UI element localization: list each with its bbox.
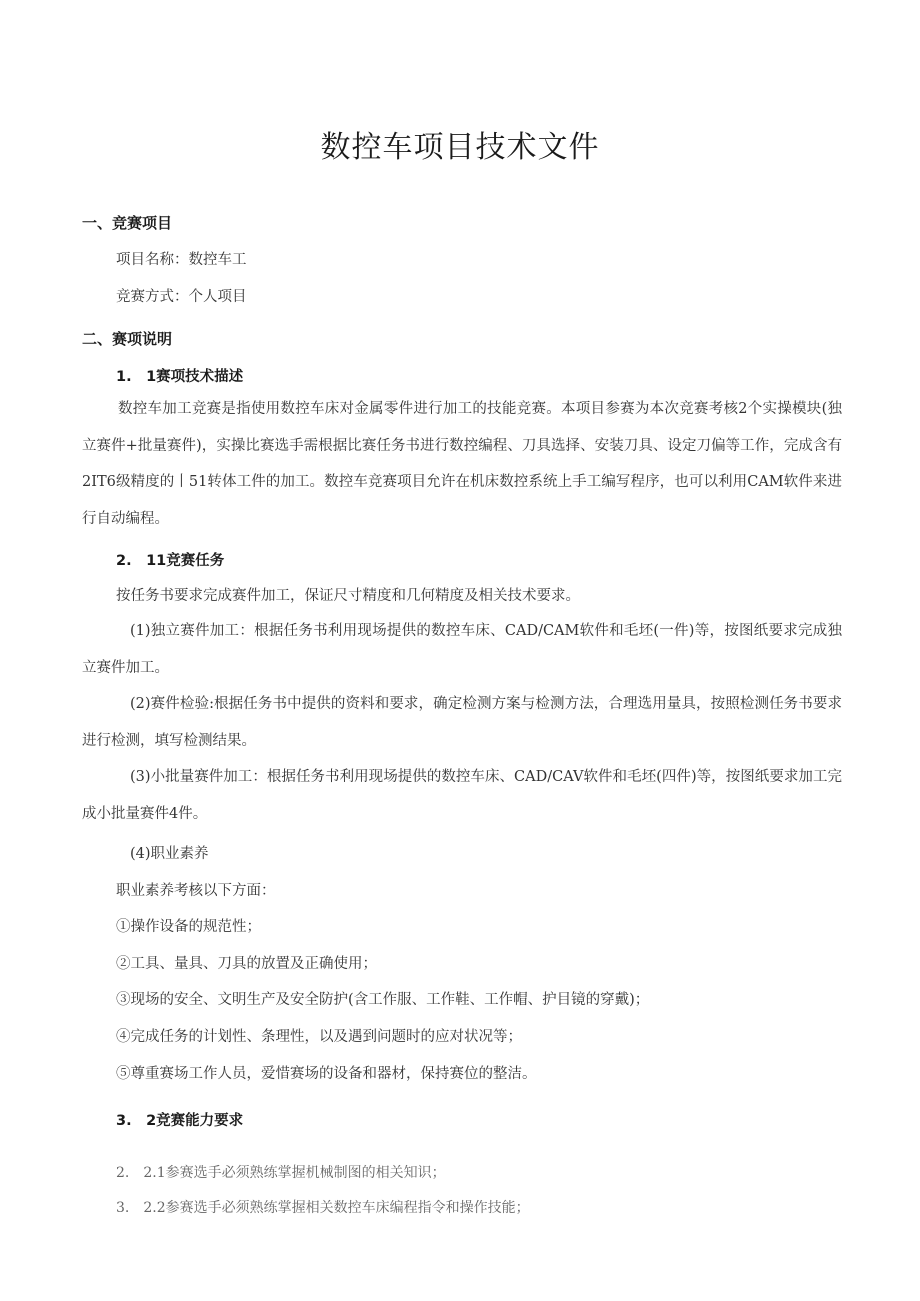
task-item-1: (1)独立赛件加工：根据任务书利用现场提供的数控车床、CAD/CAM软件和毛坯(一件)等，按图纸要求完成独立赛件加工。 [82,623,842,676]
list-item: ④完成任务的计划性、条理性，以及遇到问题时的应对状况等； [116,1029,522,1045]
document-title: 数控车项目技术文件 [320,130,600,165]
list-item: 3. 2.2参赛选手必须熟练掌握相关数控车床编程指令和操作技能； [116,1200,530,1216]
subsection-2-heading: 2. 11竞赛任务 [116,553,225,569]
list-item: ⑤尊重赛场工作人员，爱惜赛场的设备和器材，保持赛位的整洁。 [116,1066,537,1082]
tech-description-paragraph: 数控车加工竞赛是指使用数控车床对金属零件进行加工的技能竞赛。本项目参赛为本次竞赛考核2个实操模块(独立赛件+批量赛件)，实操比赛选手需根据比赛任务书进行数控编程、刀具选择、安装刀具、设定刀偏等工作，完成含有2IT6级精度的丨51转体工件的加工。数控车竞赛项目允许在机床数控系统上手工编写程序，也可以利用CAM软件来进行自动编程。 [82,401,842,527]
competition-format: 竞赛方式：个人项目 [116,289,247,305]
professionalism-intro: 职业素养考核以下方面： [116,883,276,899]
section2-heading: 二、赛项说明 [82,330,173,348]
section1-heading: 一、竞赛项目 [82,214,173,232]
list-item: 2. 2.1参赛选手必须熟练掌握机械制图的相关知识； [116,1165,446,1181]
list-item: ②工具、量具、刀具的放置及正确使用； [116,956,377,972]
project-name: 项目名称：数控车工 [116,252,247,268]
list-item: ①操作设备的规范性； [116,919,261,935]
list-item: ③现场的安全、文明生产及安全防护(含工作服、工作鞋、工作帽、护目镜的穿戴)； [116,992,650,1008]
task-item-4: (4)职业素养 [130,846,209,862]
task-item-3: (3)小批量赛件加工：根据任务书利用现场提供的数控车床、CAD/CAV软件和毛坯(四件)等，按图纸要求加工完成小批量赛件4件。 [82,769,842,822]
subsection-1-heading: 1. 1赛项技术描述 [116,369,244,385]
task-item-2: (2)赛件检验:根据任务书中提供的资料和要求，确定检测方案与检测方法，合理选用量具，按照检测任务书要求进行检测，填写检测结果。 [82,696,842,749]
subsection-3-heading: 3. 2竞赛能力要求 [116,1113,244,1129]
task-intro: 按任务书要求完成赛件加工，保证尺寸精度和几何精度及相关技术要求。 [116,588,580,604]
